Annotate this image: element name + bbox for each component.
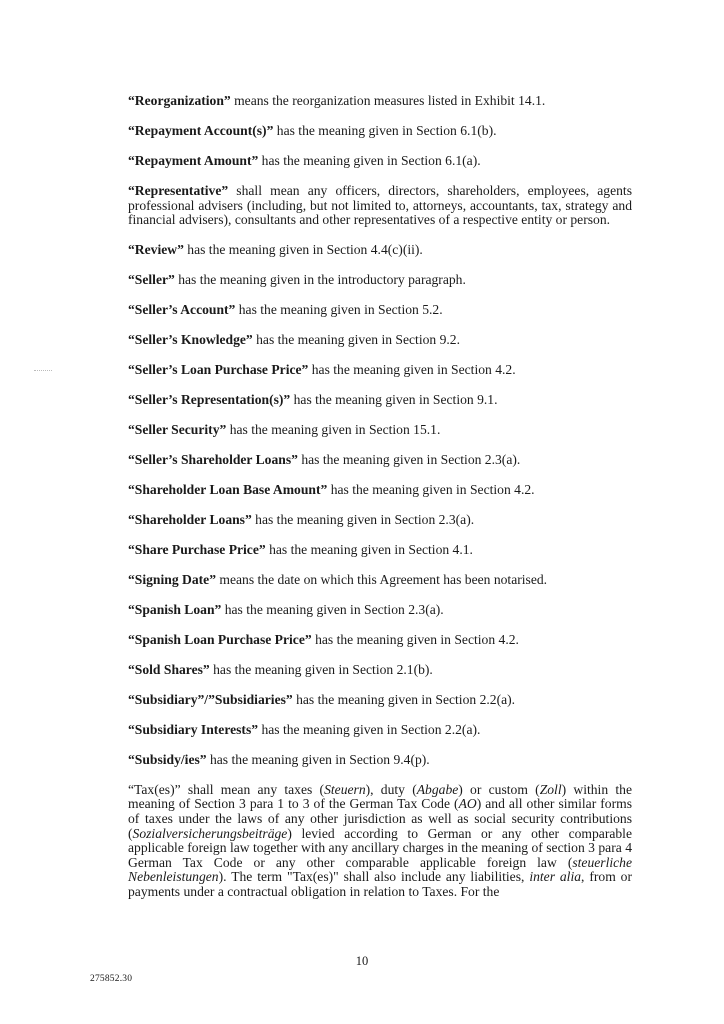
- tax-text: ) and all other similar forms of taxes under the laws of any other jurisdiction as well as social security contributions (: [128, 796, 632, 841]
- definition-term: “Seller Security”: [128, 422, 227, 438]
- definition-text: has the meaning given in Section 2.2(a).: [292, 691, 516, 707]
- definition-text: has the meaning given in Section 4.2.: [327, 482, 535, 497]
- definition-representative: [128, 184, 632, 228]
- definition-share-purchase-price: [128, 543, 632, 558]
- definition-text: has the meaning given in Section 2.3(a).: [297, 452, 521, 468]
- definition-text: has the meaning given in Section 4.1.: [265, 541, 473, 557]
- definition-spanish-loan-purchase-price: [128, 633, 632, 648]
- definition-text: has the meaning given in Section 6.1(b).: [273, 122, 497, 138]
- definition-text: has the meaning given in Section 5.2.: [235, 302, 443, 318]
- definition-subsidies: [128, 753, 632, 768]
- definition-sold-shares: [128, 663, 632, 678]
- tax-text: “Tax(es)” shall mean any taxes (: [128, 781, 325, 797]
- definition-spanish-loan: [128, 603, 632, 618]
- definition-sellers-representations: [128, 393, 632, 408]
- definition-term: “Seller’s Representation(s)”: [128, 392, 291, 408]
- tax-text: ). The term "Tax(es)" shall also include any liabilities,: [218, 869, 530, 885]
- definition-term: “Seller’s Shareholder Loans”: [128, 452, 298, 468]
- definition-text: has the meaning given in Section 4.4(c)(ii).: [183, 242, 423, 258]
- definition-text: has the meaning given in Section 2.2(a).: [258, 721, 481, 737]
- definition-seller-security: [128, 423, 632, 438]
- definition-term: “Share Purchase Price”: [128, 541, 266, 557]
- tax-text: ) or custom (: [458, 781, 540, 797]
- definition-sellers-loan-purchase-price: [128, 363, 632, 378]
- definition-text: has the meaning given in Section 4.2.: [311, 631, 519, 647]
- definition-term: “Shareholder Loan Base Amount”: [128, 482, 328, 497]
- definition-text: has the meaning given in Section 9.4(p).: [206, 751, 430, 767]
- definition-term: “Signing Date”: [128, 571, 216, 587]
- definition-term: “Repayment Amount”: [128, 152, 259, 168]
- definition-term: “Seller”: [128, 272, 175, 288]
- tax-text: ), duty (: [365, 781, 417, 797]
- document-reference: 275852.30: [90, 974, 133, 984]
- definition-term: “Seller’s Loan Purchase Price”: [128, 362, 309, 378]
- definition-sellers-account: [128, 303, 632, 318]
- definition-text: shall mean any officers, directors, shareholders, employees, agents professional advisers (including, but not limited to, attorneys, accountants, tax, strategy and financial advisers), consultants and other representatives of a respective entity or person.: [128, 182, 632, 228]
- definition-term: “Subsidiary”/”Subsidiaries”: [128, 691, 293, 707]
- definition-term: “Subsidiary Interests”: [128, 721, 259, 737]
- definition-sellers-shareholder-loans: [128, 453, 632, 468]
- definition-repayment-amount: [128, 154, 632, 169]
- tax-italic-term: inter alia: [529, 869, 582, 885]
- definition-text: has the meaning given in Section 2.3(a).: [251, 511, 475, 527]
- definition-review: [128, 243, 632, 258]
- tax-italic-term: AO: [458, 796, 477, 812]
- tax-italic-term: Sozialversicherungsbeiträge: [132, 825, 288, 841]
- definition-repayment-accounts: [128, 124, 632, 139]
- definition-term: “Review”: [128, 242, 184, 258]
- definition-text: means the reorganization measures listed in Exhibit 14.1.: [230, 93, 546, 108]
- definition-sellers-knowledge: [128, 333, 632, 348]
- tax-italic-term: Zoll: [539, 781, 562, 797]
- definition-text: has the meaning given in the introductory paragraph.: [174, 272, 466, 288]
- definition-text: has the meaning given in Section 2.1(b).: [209, 661, 433, 677]
- definition-term: “Spanish Loan Purchase Price”: [128, 631, 312, 647]
- definition-term: “Shareholder Loans”: [128, 511, 252, 527]
- definition-text: has the meaning given in Section 2.3(a).: [221, 601, 444, 617]
- definition-subsidiary: [128, 693, 632, 708]
- definition-text: has the meaning given in Section 4.2.: [308, 362, 516, 378]
- definition-shareholder-loan-base-amount: [128, 483, 632, 498]
- definition-term: “Repayment Account(s)”: [128, 122, 274, 138]
- margin-mark: [34, 370, 52, 372]
- definition-subsidiary-interests: [128, 723, 632, 738]
- definition-text: has the meaning given in Section 15.1.: [226, 422, 441, 438]
- definition-text: has the meaning given in Section 9.1.: [290, 392, 498, 408]
- tax-text: , from or payments under a contractual obligation in relation to Taxes. For the: [128, 869, 632, 899]
- tax-text: ) within the meaning of Section 3 para 1 to 3 of the German Tax Code (: [128, 781, 632, 812]
- definition-term: “Seller’s Knowledge”: [128, 332, 253, 348]
- definition-term: “Subsidy/ies”: [128, 751, 207, 767]
- definition-term: “Spanish Loan”: [128, 601, 222, 617]
- definition-seller: [128, 273, 632, 288]
- definition-term: “Representative”: [128, 182, 229, 198]
- definitions-list: [128, 94, 632, 915]
- tax-italic-term: Steuern: [324, 781, 366, 797]
- definition-term: “Seller’s Account”: [128, 302, 236, 318]
- definition-reorganization: [128, 94, 632, 109]
- definition-term: “Reorganization”: [128, 93, 231, 108]
- definition-term: “Sold Shares”: [128, 661, 210, 677]
- definition-text: has the meaning given in Section 6.1(a).: [258, 152, 481, 168]
- tax-italic-term: Abgabe: [416, 781, 459, 797]
- definition-shareholder-loans: [128, 513, 632, 528]
- definition-text: means the date on which this Agreement has been notarised.: [216, 571, 548, 587]
- page-number: 10: [355, 954, 369, 968]
- definition-taxes: [128, 783, 632, 900]
- definition-signing-date: [128, 573, 632, 588]
- tax-italic-term: steuerliche Nebenleistungen: [128, 854, 632, 885]
- tax-text: ) levied according to German or any other comparable applicable foreign law together with any ancillary charges in the meaning of section 3 para 4 German Tax Code or any other comparable applicable foreign law (: [128, 825, 632, 870]
- definition-text: has the meaning given in Section 9.2.: [252, 332, 460, 348]
